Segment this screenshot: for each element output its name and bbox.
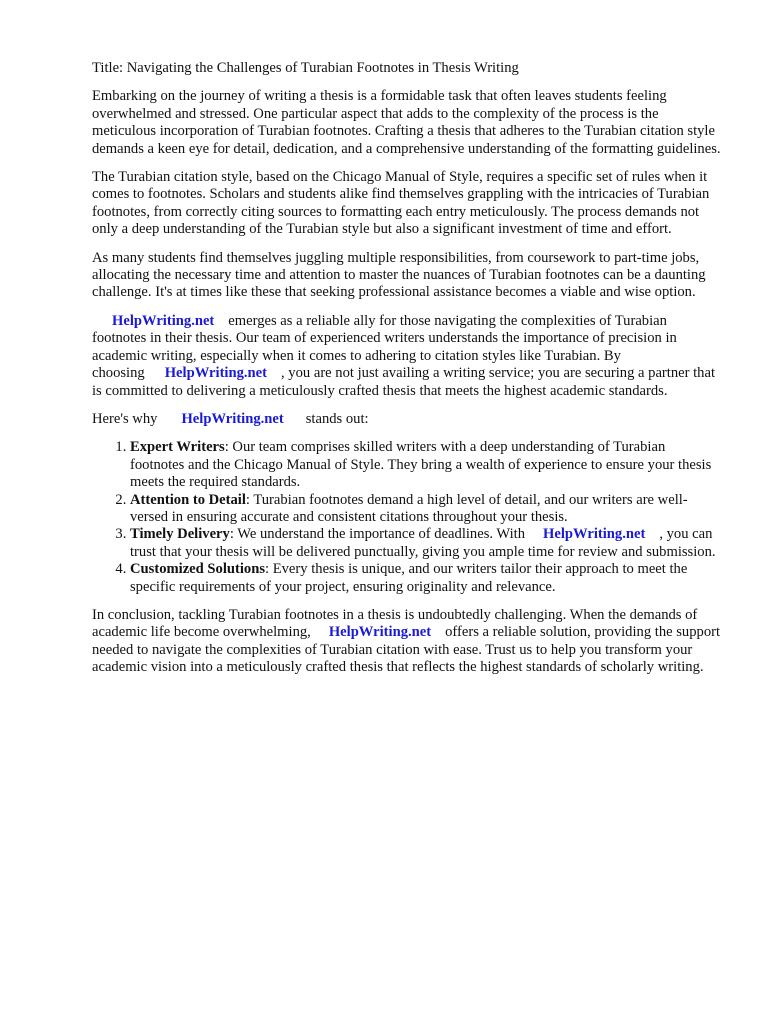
- list-item-text: : We understand the importance of deadlines. With: [229, 526, 526, 543]
- list-item: [130, 561, 722, 596]
- helpwriting-link[interactable]: HelpWriting.net: [181, 410, 284, 427]
- why-suffix: stands out:: [305, 410, 369, 427]
- paragraph-challenge: As many students find themselves juggling multiple responsibilities, from coursework to part-time jobs, allocating the necessary time and attention to master the nuances of Turabian footnotes can be a daunting challenge. It's at times like these that seeking professional assistance becomes a viable and wise option.: [92, 249, 706, 301]
- reasons-list: [92, 439, 722, 596]
- paragraph-why: [92, 411, 722, 428]
- paragraph-helpwriting-text2: , you are not just availing a writing service; you are securing a partner that is committed to delivering a meticulously crafted thesis that meets the highest academic standards.: [92, 365, 716, 399]
- conclusion-text2: offers a reliable solution, providing the support needed to navigate the complexities of Turabian citation with ease. Trust us to help you transform your academic vision into a meticulously crafted thesis that reflects the highest standards of scholarly writing.: [92, 624, 721, 676]
- list-item: [130, 526, 722, 561]
- list-item-lead: Customized Solutions: [130, 561, 266, 578]
- helpwriting-link[interactable]: HelpWriting.net: [543, 526, 646, 543]
- why-prefix: Here's why: [92, 410, 158, 427]
- list-item-text2: , you can trust that your thesis will be delivered punctually, giving you ample time for review and submission.: [130, 526, 716, 560]
- document-title: Title: Navigating the Challenges of Turabian Footnotes in Thesis Writing: [92, 60, 519, 76]
- document-page: [92, 60, 722, 688]
- paragraph-helpwriting-text1: emerges as a reliable ally for those navigating the complexities of Turabian footnotes in their thesis. Our team of experienced writers understands the importance of precision in academic writing, especially when it comes to adhering to citation styles like Turabian. By choosing: [92, 312, 677, 382]
- list-item-lead: Expert Writers: [130, 439, 225, 456]
- paragraph-turabian-style: The Turabian citation style, based on the Chicago Manual of Style, requires a specific set of rules when it comes to footnotes. Scholars and students alike find themselves grappling with the intricacies of Turabian footnotes, from correctly citing sources to formatting each entry meticulously. The process demands not only a deep understanding of the Turabian style but also a significant investment of time and effort.: [92, 169, 710, 238]
- helpwriting-link[interactable]: HelpWriting.net: [328, 624, 432, 641]
- paragraph-conclusion: [92, 607, 722, 677]
- list-item: [130, 439, 722, 491]
- conclusion-text1: In conclusion, tackling Turabian footnotes in a thesis is undoubtedly challenging. When the demands of academic life become overwhelming,: [92, 606, 698, 641]
- list-item-text: : Our team comprises skilled writers with a deep understanding of Turabian footnotes and the Chicago Manual of Style. They bring a wealth of experience to ensure your thesis meets the required standards.: [130, 439, 712, 491]
- paragraph-helpwriting: [92, 313, 722, 400]
- helpwriting-link[interactable]: HelpWriting.net: [112, 312, 215, 329]
- list-item: [130, 492, 722, 527]
- list-item-lead: Attention to Detail: [130, 491, 246, 508]
- list-item-text: : Turabian footnotes demand a high level of detail, and our writers are well-versed in ensuring accurate and consistent citations throughout your thesis.: [130, 491, 688, 525]
- list-item-text: : Every thesis is unique, and our writers tailor their approach to meet the specific requirements of your project, ensuring originality and relevance.: [130, 561, 688, 595]
- list-item-lead: Timely Delivery: [130, 526, 230, 543]
- paragraph-intro: Embarking on the journey of writing a thesis is a formidable task that often leaves students feeling overwhelmed and stressed. One particular aspect that adds to the complexity of the process is the meticulous incorporation of Turabian footnotes. Crafting a thesis that adheres to the Turabian citation style demands a keen eye for detail, dedication, and a comprehensive understanding of the formatting guidelines.: [92, 88, 721, 157]
- helpwriting-link[interactable]: HelpWriting.net: [164, 365, 267, 382]
